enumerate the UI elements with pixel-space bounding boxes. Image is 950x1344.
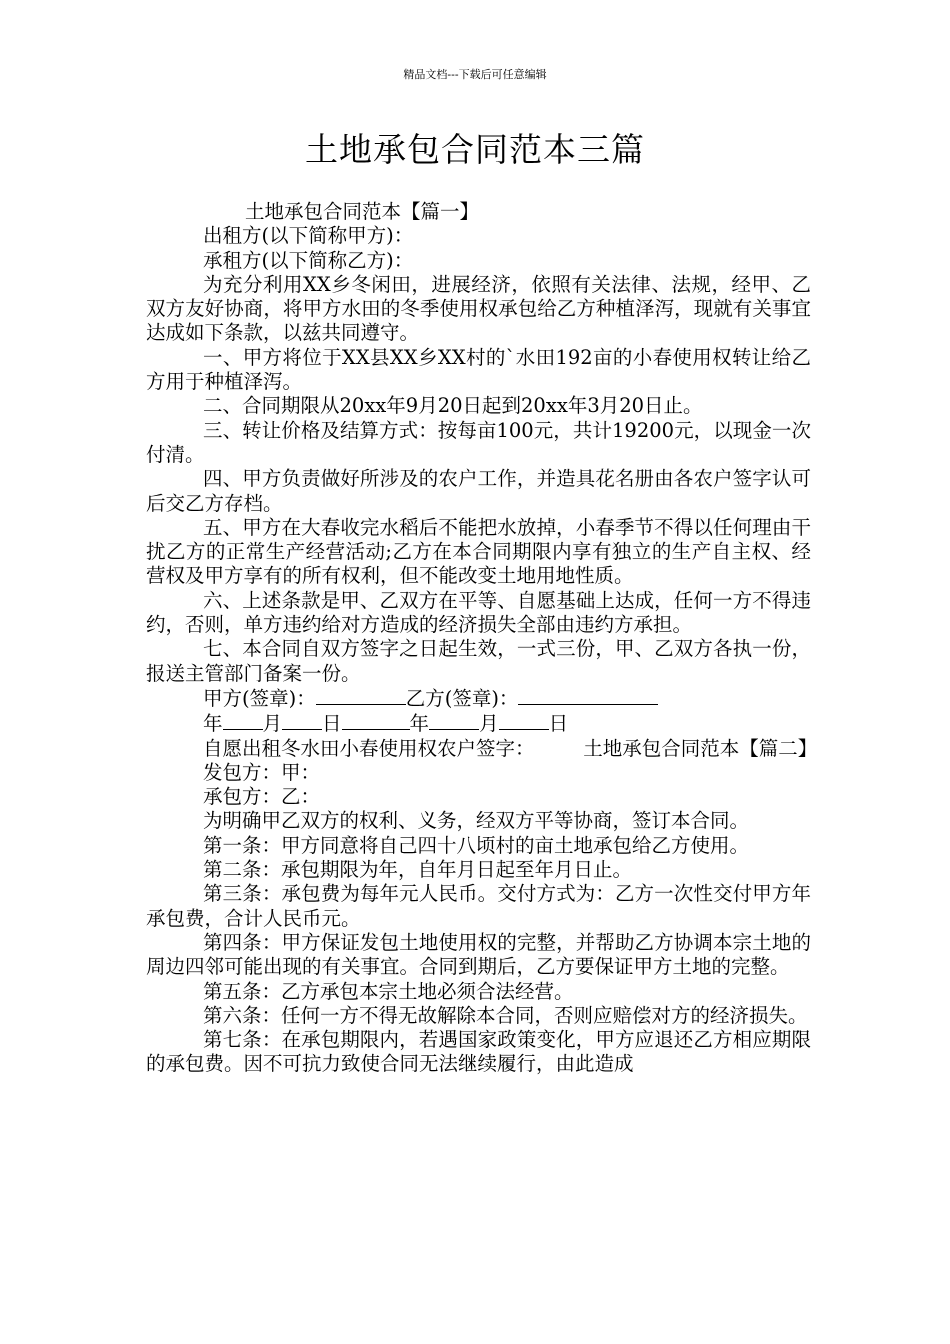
paragraph: 第七条：在承包期限内，若遇国家政策变化，甲方应退还乙方相应期限的承包费。因不可抗力致使合同无法继续履行，由此造成 bbox=[146, 1028, 811, 1076]
signature-line-parties bbox=[146, 686, 811, 711]
paragraph: 第一条：甲方同意将自己四十八顷村的亩土地承包给乙方使用。 bbox=[203, 833, 750, 857]
date-year-label: 年 bbox=[203, 712, 223, 736]
paragraph: 土地承包合同范本【篇一】 bbox=[245, 200, 480, 223]
page-header-note: 精品文档---下载后可任意编辑 bbox=[403, 68, 547, 81]
party-b-sign-label: 乙方(签章)： bbox=[405, 686, 519, 710]
paragraph: 自愿出租冬水田小春使用权农户签字： 土地承包合同范本【篇二】 bbox=[203, 736, 818, 760]
date-month-label-b: 月 bbox=[479, 712, 499, 736]
paragraph: 第五条：乙方承包本宗土地必须合法经营。 bbox=[203, 979, 574, 1003]
paragraph: 承租方(以下简称乙方)： bbox=[203, 248, 414, 272]
date-year-blank-b bbox=[342, 711, 410, 730]
paragraph: 第六条：任何一方不得无故解除本合同，否则应赔偿对方的经济损失。 bbox=[203, 1003, 808, 1027]
date-year-label-b: 年 bbox=[409, 712, 430, 736]
paragraph: 一、甲方将位于XX县XX乡XX村的`水田192亩的小春使用权转让给乙方用于种植泽泻。 bbox=[146, 345, 811, 394]
paragraph: 发包方：甲： bbox=[203, 760, 321, 784]
paragraph: 第二条：承包期限为年，自年月日起至年月日止。 bbox=[203, 858, 633, 882]
paragraph: 承包方：乙： bbox=[203, 785, 321, 809]
paragraph: 五、甲方在大春收完水稻后不能把水放掉，小春季节不得以任何理由干扰乙方的正常生产经营活动;乙方在本合同期限内享有独立的生产自主权、经营权及甲方享有的所有权利，但不能改变土地用地性质。 bbox=[146, 515, 811, 588]
paragraph: 四、甲方负责做好所涉及的农户工作，并造具花名册由各农户签字认可后交乙方存档。 bbox=[146, 467, 811, 515]
date-month-label: 月 bbox=[262, 712, 283, 736]
paragraph: 为充分利用XX乡冬闲田，进展经济，依照有关法律、法规，经甲、乙双方友好协商，将甲方水田的冬季使用权承包给乙方种植泽泻，现就有关事宜达成如下条款，以兹共同遵守。 bbox=[146, 272, 811, 345]
document-body bbox=[146, 200, 818, 1077]
paragraph: 第四条：甲方保证发包土地使用权的完整，并帮助乙方协调本宗土地的周边四邻可能出现的有关事宜。合同到期后，乙方要保证甲方土地的完整。 bbox=[146, 930, 811, 979]
date-month-blank bbox=[223, 711, 263, 730]
paragraph: 六、上述条款是甲、乙双方在平等、自愿基础上达成，任何一方不得违约，否则，单方违约给对方造成的经济损失全部由违约方承担。 bbox=[146, 588, 811, 637]
party-b-sign-blank bbox=[518, 686, 658, 705]
paragraph: 二、合同期限从20xx年9月20日起到20xx年3月20日止。 bbox=[203, 394, 703, 418]
signature-line-dates bbox=[146, 711, 811, 736]
paragraph: 三、转让价格及结算方式：按每亩100元，共计19200元，以现金一次付清。 bbox=[146, 418, 811, 466]
date-day-label-b: 日 bbox=[548, 712, 569, 736]
paragraph: 七、本合同自双方签字之日起生效，一式三份，甲、乙双方各执一份，报送主管部门备案一份。 bbox=[146, 637, 811, 685]
date-month-blank-b bbox=[429, 711, 479, 730]
date-day-blank bbox=[282, 711, 322, 730]
paragraph: 为明确甲乙双方的权利、义务，经双方平等协商，签订本合同。 bbox=[203, 809, 750, 833]
party-a-sign-label: 甲方(签章)： bbox=[203, 686, 316, 710]
paragraph: 第三条：承包费为每年元人民币。交付方式为：乙方一次性交付甲方年承包费，合计人民币元。 bbox=[146, 882, 811, 930]
paragraph: 出租方(以下简称甲方)： bbox=[203, 224, 414, 248]
document-title: 土地承包合同范本三篇 bbox=[305, 130, 645, 169]
contract-part-two bbox=[146, 736, 818, 1077]
date-day-blank-b bbox=[499, 711, 549, 730]
date-day-label: 日 bbox=[322, 712, 342, 736]
contract-part-one bbox=[146, 200, 811, 686]
party-a-sign-blank bbox=[316, 686, 406, 705]
